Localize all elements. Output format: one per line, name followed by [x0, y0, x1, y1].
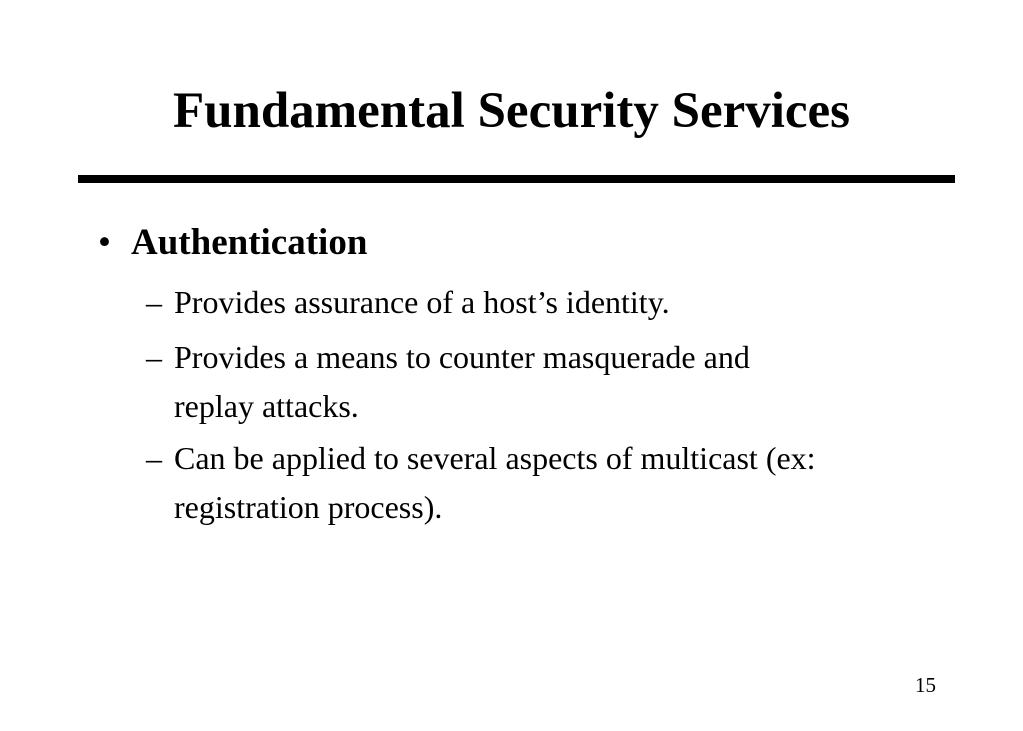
page-number: 15 [915, 673, 936, 697]
subbullet-text-continued: replay attacks. [174, 388, 359, 424]
subbullet-text: Provides assurance of a host’s identity. [174, 284, 670, 320]
subbullet-text: Provides a means to counter masquerade and [174, 339, 750, 375]
bullet-heading: Authentication [131, 222, 368, 263]
subbullet-text-continued: registration process). [174, 489, 443, 525]
subbullet-item [146, 434, 966, 532]
slide-title: Fundamental Security Services [172, 83, 851, 139]
subbullet-marker: – [146, 440, 162, 476]
subbullet-marker: – [146, 284, 162, 320]
subbullet-text: Can be applied to several aspects of multicast (ex: [174, 440, 816, 476]
bullet-marker: • [98, 222, 111, 263]
bullet-item-authentication [98, 220, 367, 266]
subbullet-item [146, 278, 966, 327]
title-divider [78, 175, 955, 183]
subbullet-item [146, 333, 966, 431]
subbullet-marker: – [146, 339, 162, 375]
